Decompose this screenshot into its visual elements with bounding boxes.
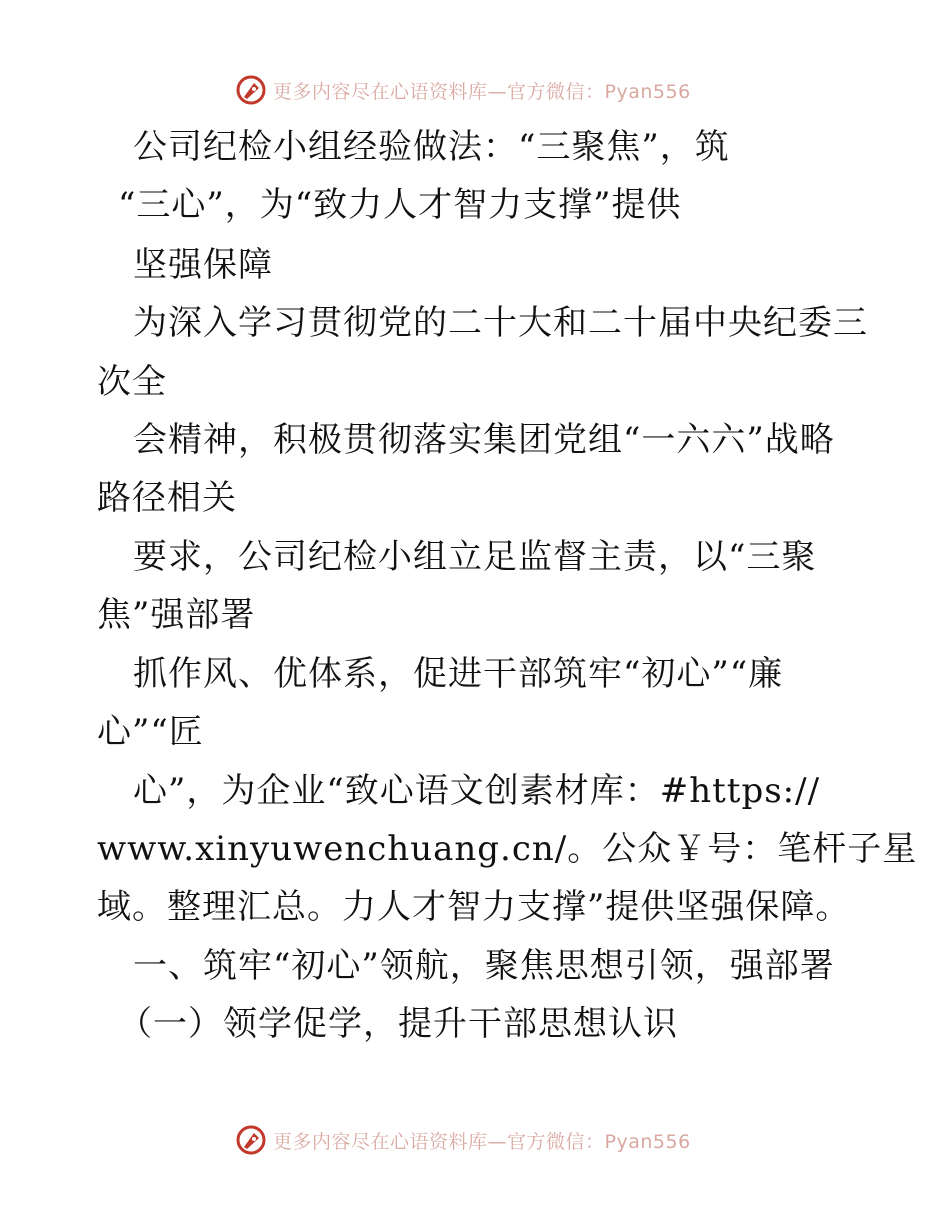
paragraph-line: 焦”强部署 <box>97 595 256 635</box>
paragraph-line: 心”“匠 <box>97 712 204 752</box>
paragraph-line: 心”，为企业“致心语文创素材库：#https:// <box>133 771 821 811</box>
pen-nib-logo-icon <box>235 1124 267 1156</box>
paragraph-line: 为深入学习贯彻党的二十大和二十届中央纪委三 <box>133 303 868 343</box>
subsection-heading: （一）领学促学，提升干部思想认识 <box>118 1004 678 1044</box>
paragraph-line: 要求，公司纪检小组立足监督主责，以“三聚 <box>133 537 817 577</box>
section-heading: 一、筑牢“初心”领航，聚焦思想引领，强部署 <box>133 946 835 986</box>
title-line-1: 公司纪检小组经验做法：“三聚焦”，筑 <box>133 127 730 167</box>
watermark-text: 更多内容尽在心语资料库—官方微信：Pyan556 <box>273 1130 691 1153</box>
header-watermark <box>235 72 691 108</box>
title-line-3: 坚强保障 <box>133 245 273 285</box>
footer-watermark <box>235 1122 691 1158</box>
paragraph-line: 域。整理汇总。力人才智力支撑”提供坚强保障。 <box>97 887 851 927</box>
paragraph-line: www.xinyuwenchuang.cn/。公众￥号：笔杆子星 <box>97 829 918 869</box>
pen-nib-logo-icon <box>235 74 267 106</box>
paragraph-line: 抓作风、优体系，促进干部筑牢“初心”“廉 <box>133 654 784 694</box>
watermark-text: 更多内容尽在心语资料库—官方微信：Pyan556 <box>273 80 691 103</box>
paragraph-line: 路径相关 <box>97 478 237 518</box>
title-line-2: “三心”，为“致力人才智力支撑”提供 <box>118 185 682 225</box>
paragraph-line: 次全 <box>97 362 167 402</box>
paragraph-line: 会精神，积极贯彻落实集团党组“一六六”战略 <box>133 420 835 460</box>
